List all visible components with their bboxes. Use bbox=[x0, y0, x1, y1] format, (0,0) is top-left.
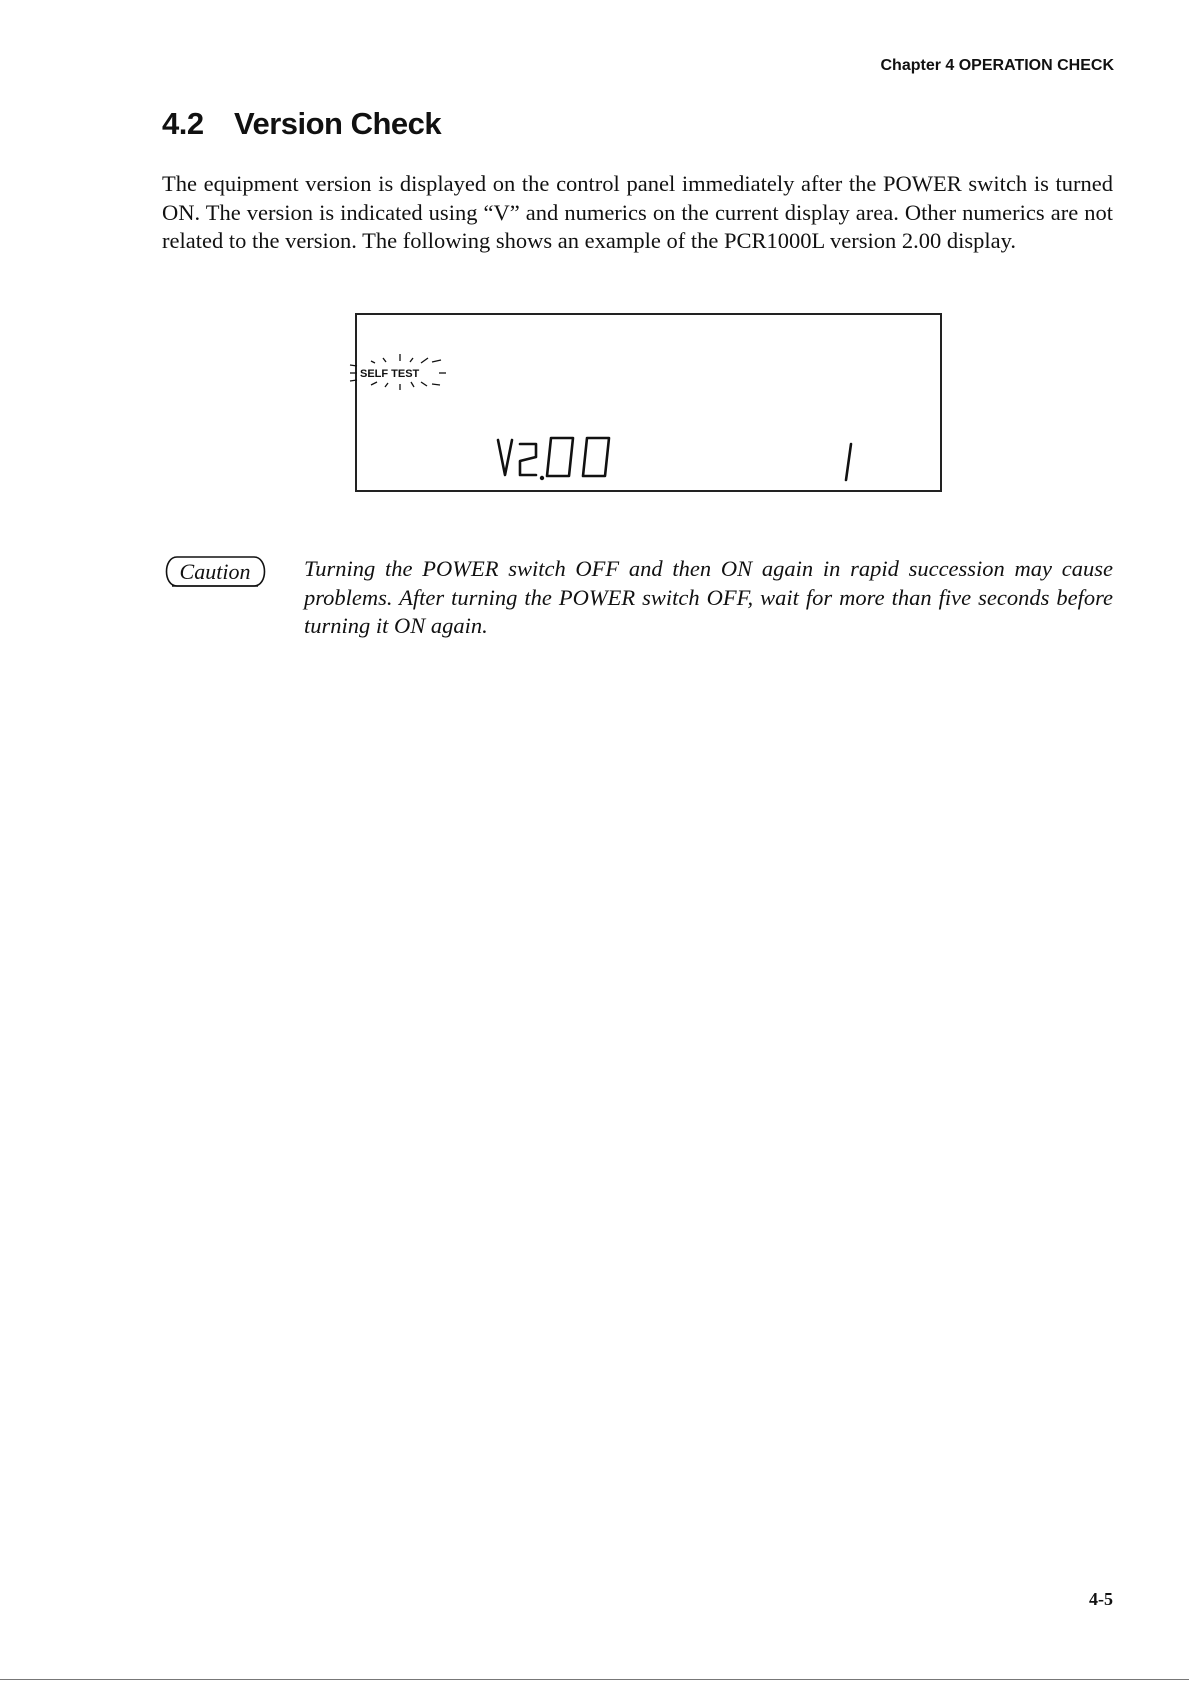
section-title bbox=[162, 106, 441, 142]
digit-0-second bbox=[583, 438, 609, 476]
self-test-indicator bbox=[349, 349, 449, 401]
caution-text: Turning the POWER switch OFF and then ON again in rapid succession may cause problems. After turning the POWER switch OFF, wait for more than five seconds before turning it ON again. bbox=[304, 556, 1113, 638]
bottom-rule bbox=[0, 1679, 1189, 1680]
digit-2 bbox=[520, 444, 536, 475]
digit-0-first bbox=[547, 438, 573, 476]
digit-v bbox=[498, 440, 512, 475]
section-number: 4.2 bbox=[162, 106, 204, 141]
body-paragraph: The equipment version is displayed on the control panel immediately after the POWER switch is turned ON. The version is indicated using “V” and numerics on the current display area. Other numerics are not related to the version. The following shows an example of the PCR1000L version 2.00 display. bbox=[162, 171, 1113, 253]
self-test-label: SELF TEST bbox=[360, 368, 420, 380]
chapter-header: Chapter 4 OPERATION CHECK bbox=[880, 57, 1114, 74]
caution-badge bbox=[164, 555, 266, 588]
indicator-readout bbox=[840, 442, 856, 482]
caution-label: Caution bbox=[179, 559, 251, 584]
page-number: 4-5 bbox=[1089, 1589, 1113, 1609]
version-readout bbox=[495, 435, 625, 485]
section-title-text: Version Check bbox=[234, 106, 442, 141]
decimal-point bbox=[540, 476, 544, 480]
